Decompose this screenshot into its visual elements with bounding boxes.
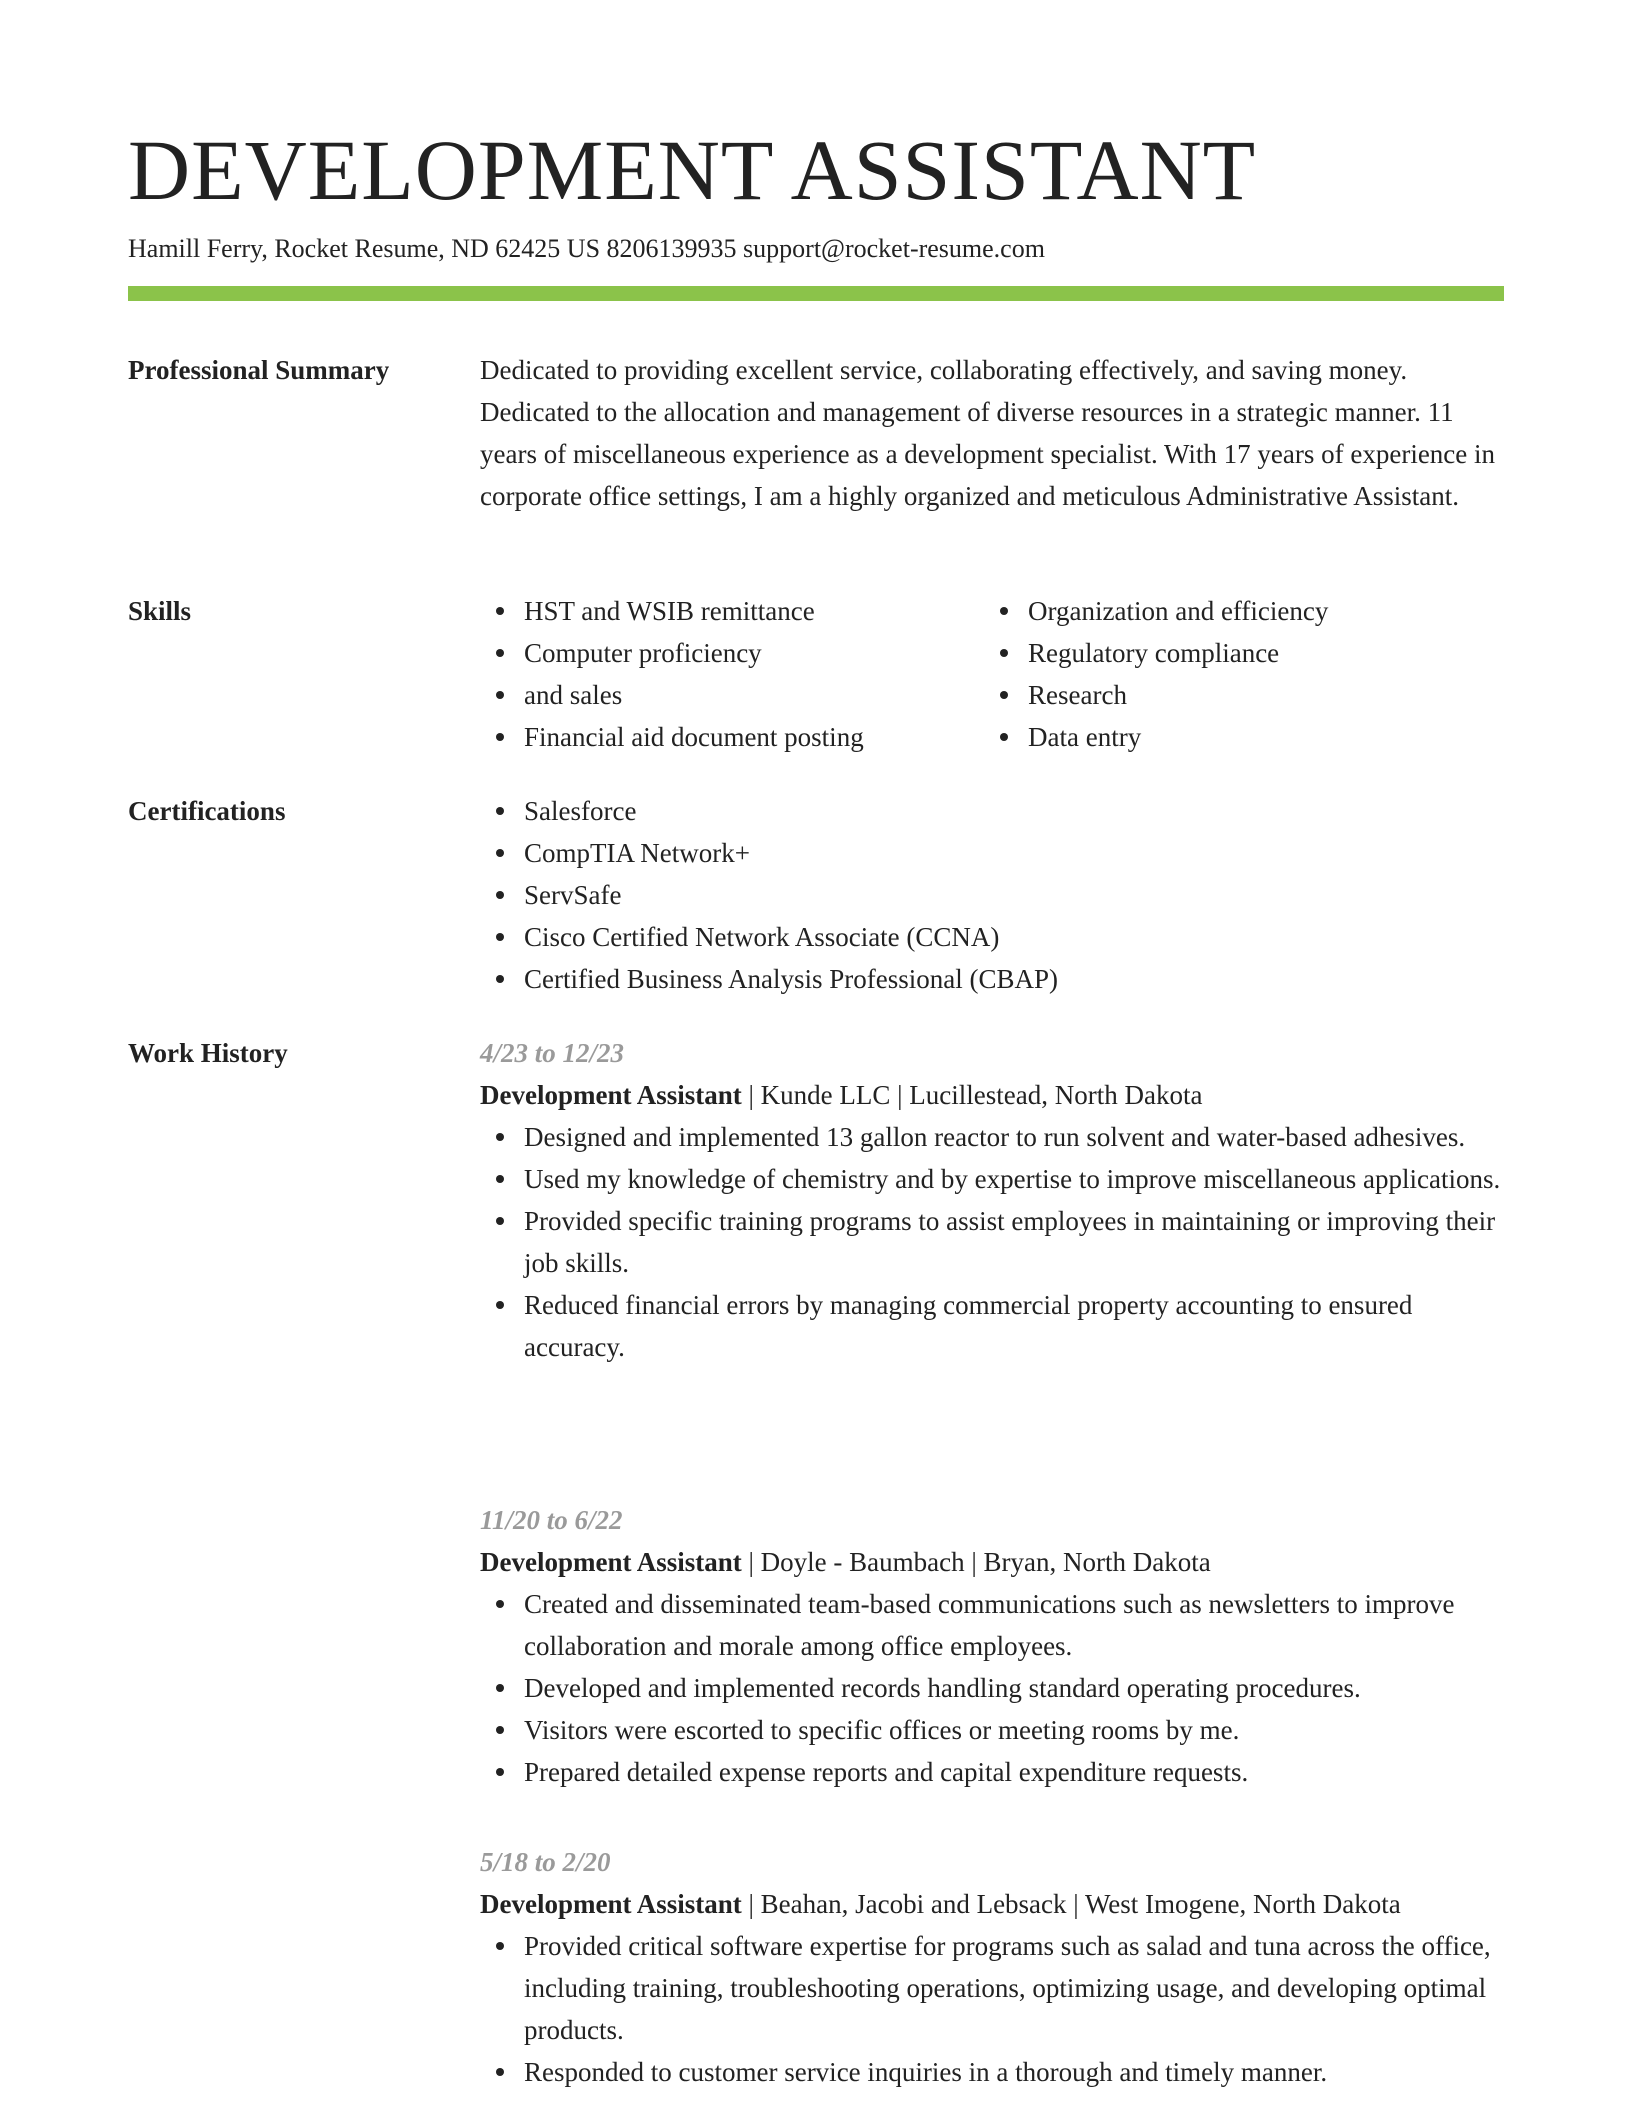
job-entry [480,1841,1504,2093]
skills-body [480,590,1504,758]
accent-divider [128,286,1504,301]
job-details: | Doyle - Baumbach | Bryan, North Dakota [741,1547,1211,1577]
certifications-list [480,790,1504,1000]
skill-item: and sales [524,674,984,716]
job-details: | Kunde LLC | Lucillestead, North Dakota [741,1080,1203,1110]
job-dates: 5/18 to 2/20 [480,1847,611,1877]
job-bullet: Developed and implemented records handling standard operating procedures. [524,1667,1504,1709]
job-title: Development Assistant [480,1547,742,1577]
certifications-body [480,790,1504,1000]
skill-item: HST and WSIB remittance [524,590,984,632]
job-bullet: Reduced financial errors by managing commercial property accounting to ensured accuracy. [524,1284,1504,1368]
skills-list-2 [984,590,1488,758]
job-bullet: Designed and implemented 13 gallon reactor to run solvent and water-based adhesives. [524,1116,1504,1158]
skills-column-1 [480,590,984,758]
job-dates: 11/20 to 6/22 [480,1505,623,1535]
work-history-label: Work History [128,1038,288,1068]
job-bullets [480,1583,1504,1793]
summary-text: Dedicated to providing excellent service, collaborating effectively, and saving money. Dedicated to the allocation and management of diverse resources in a strategic manner. 11 years of miscellaneous experience as a development specialist. With 17 years of experience in corporate office settings, I am a highly organized and meticulous Administrative Assistant. [480,355,1496,511]
job-bullet: Responded to customer service inquiries in a thorough and timely manner. [524,2051,1504,2093]
skills-label: Skills [128,596,192,626]
skills-list-1 [480,590,984,758]
job-bullet: Provided specific training programs to assist employees in maintaining or improving their job skills. [524,1200,1504,1284]
job-heading [480,1883,1504,1925]
job-bullets [480,1116,1504,1368]
job-bullet: Visitors were escorted to specific offices or meeting rooms by me. [524,1709,1504,1751]
job-heading [480,1074,1504,1116]
job-bullet: Prepared detailed expense reports and capital expenditure requests. [524,1751,1504,1793]
job-bullet: Created and disseminated team-based communications such as newsletters to improve collaboration and morale among office employees. [524,1583,1504,1667]
certification-item: Salesforce [524,790,1504,832]
job-title: Development Assistant [480,1889,742,1919]
job-heading [480,1541,1504,1583]
contact-info: Hamill Ferry, Rocket Resume, ND 62425 US 8206139935 support@rocket-resume.com [128,234,1045,263]
skill-item: Financial aid document posting [524,716,984,758]
resume-name: DEVELOPMENT ASSISTANT [128,122,1257,218]
job-bullet: Provided critical software expertise for programs such as salad and tuna across the office, including training, troubleshooting operations, optimizing usage, and developing optimal products. [524,1925,1504,2051]
skill-item: Research [1028,674,1488,716]
skill-item: Computer proficiency [524,632,984,674]
skill-item: Regulatory compliance [1028,632,1488,674]
job-bullets [480,1925,1504,2093]
certification-item: CompTIA Network+ [524,832,1504,874]
job-dates: 4/23 to 12/23 [480,1038,625,1068]
skill-item: Organization and efficiency [1028,590,1488,632]
summary-body [480,349,1504,517]
skill-item: Data entry [1028,716,1488,758]
certification-item: Cisco Certified Network Associate (CCNA) [524,916,1504,958]
job-title: Development Assistant [480,1080,742,1110]
skills-column-2 [984,590,1488,758]
job-details: | Beahan, Jacobi and Lebsack | West Imogene, North Dakota [741,1889,1401,1919]
certification-item: Certified Business Analysis Professional (CBAP) [524,958,1504,1000]
skills-columns [480,590,1504,758]
job-entry [480,1032,1504,1368]
certifications-label: Certifications [128,796,286,826]
summary-label: Professional Summary [128,355,390,385]
job-bullet: Used my knowledge of chemistry and by expertise to improve miscellaneous applications. [524,1158,1504,1200]
job-entry [480,1499,1504,1793]
certification-item: ServSafe [524,874,1504,916]
